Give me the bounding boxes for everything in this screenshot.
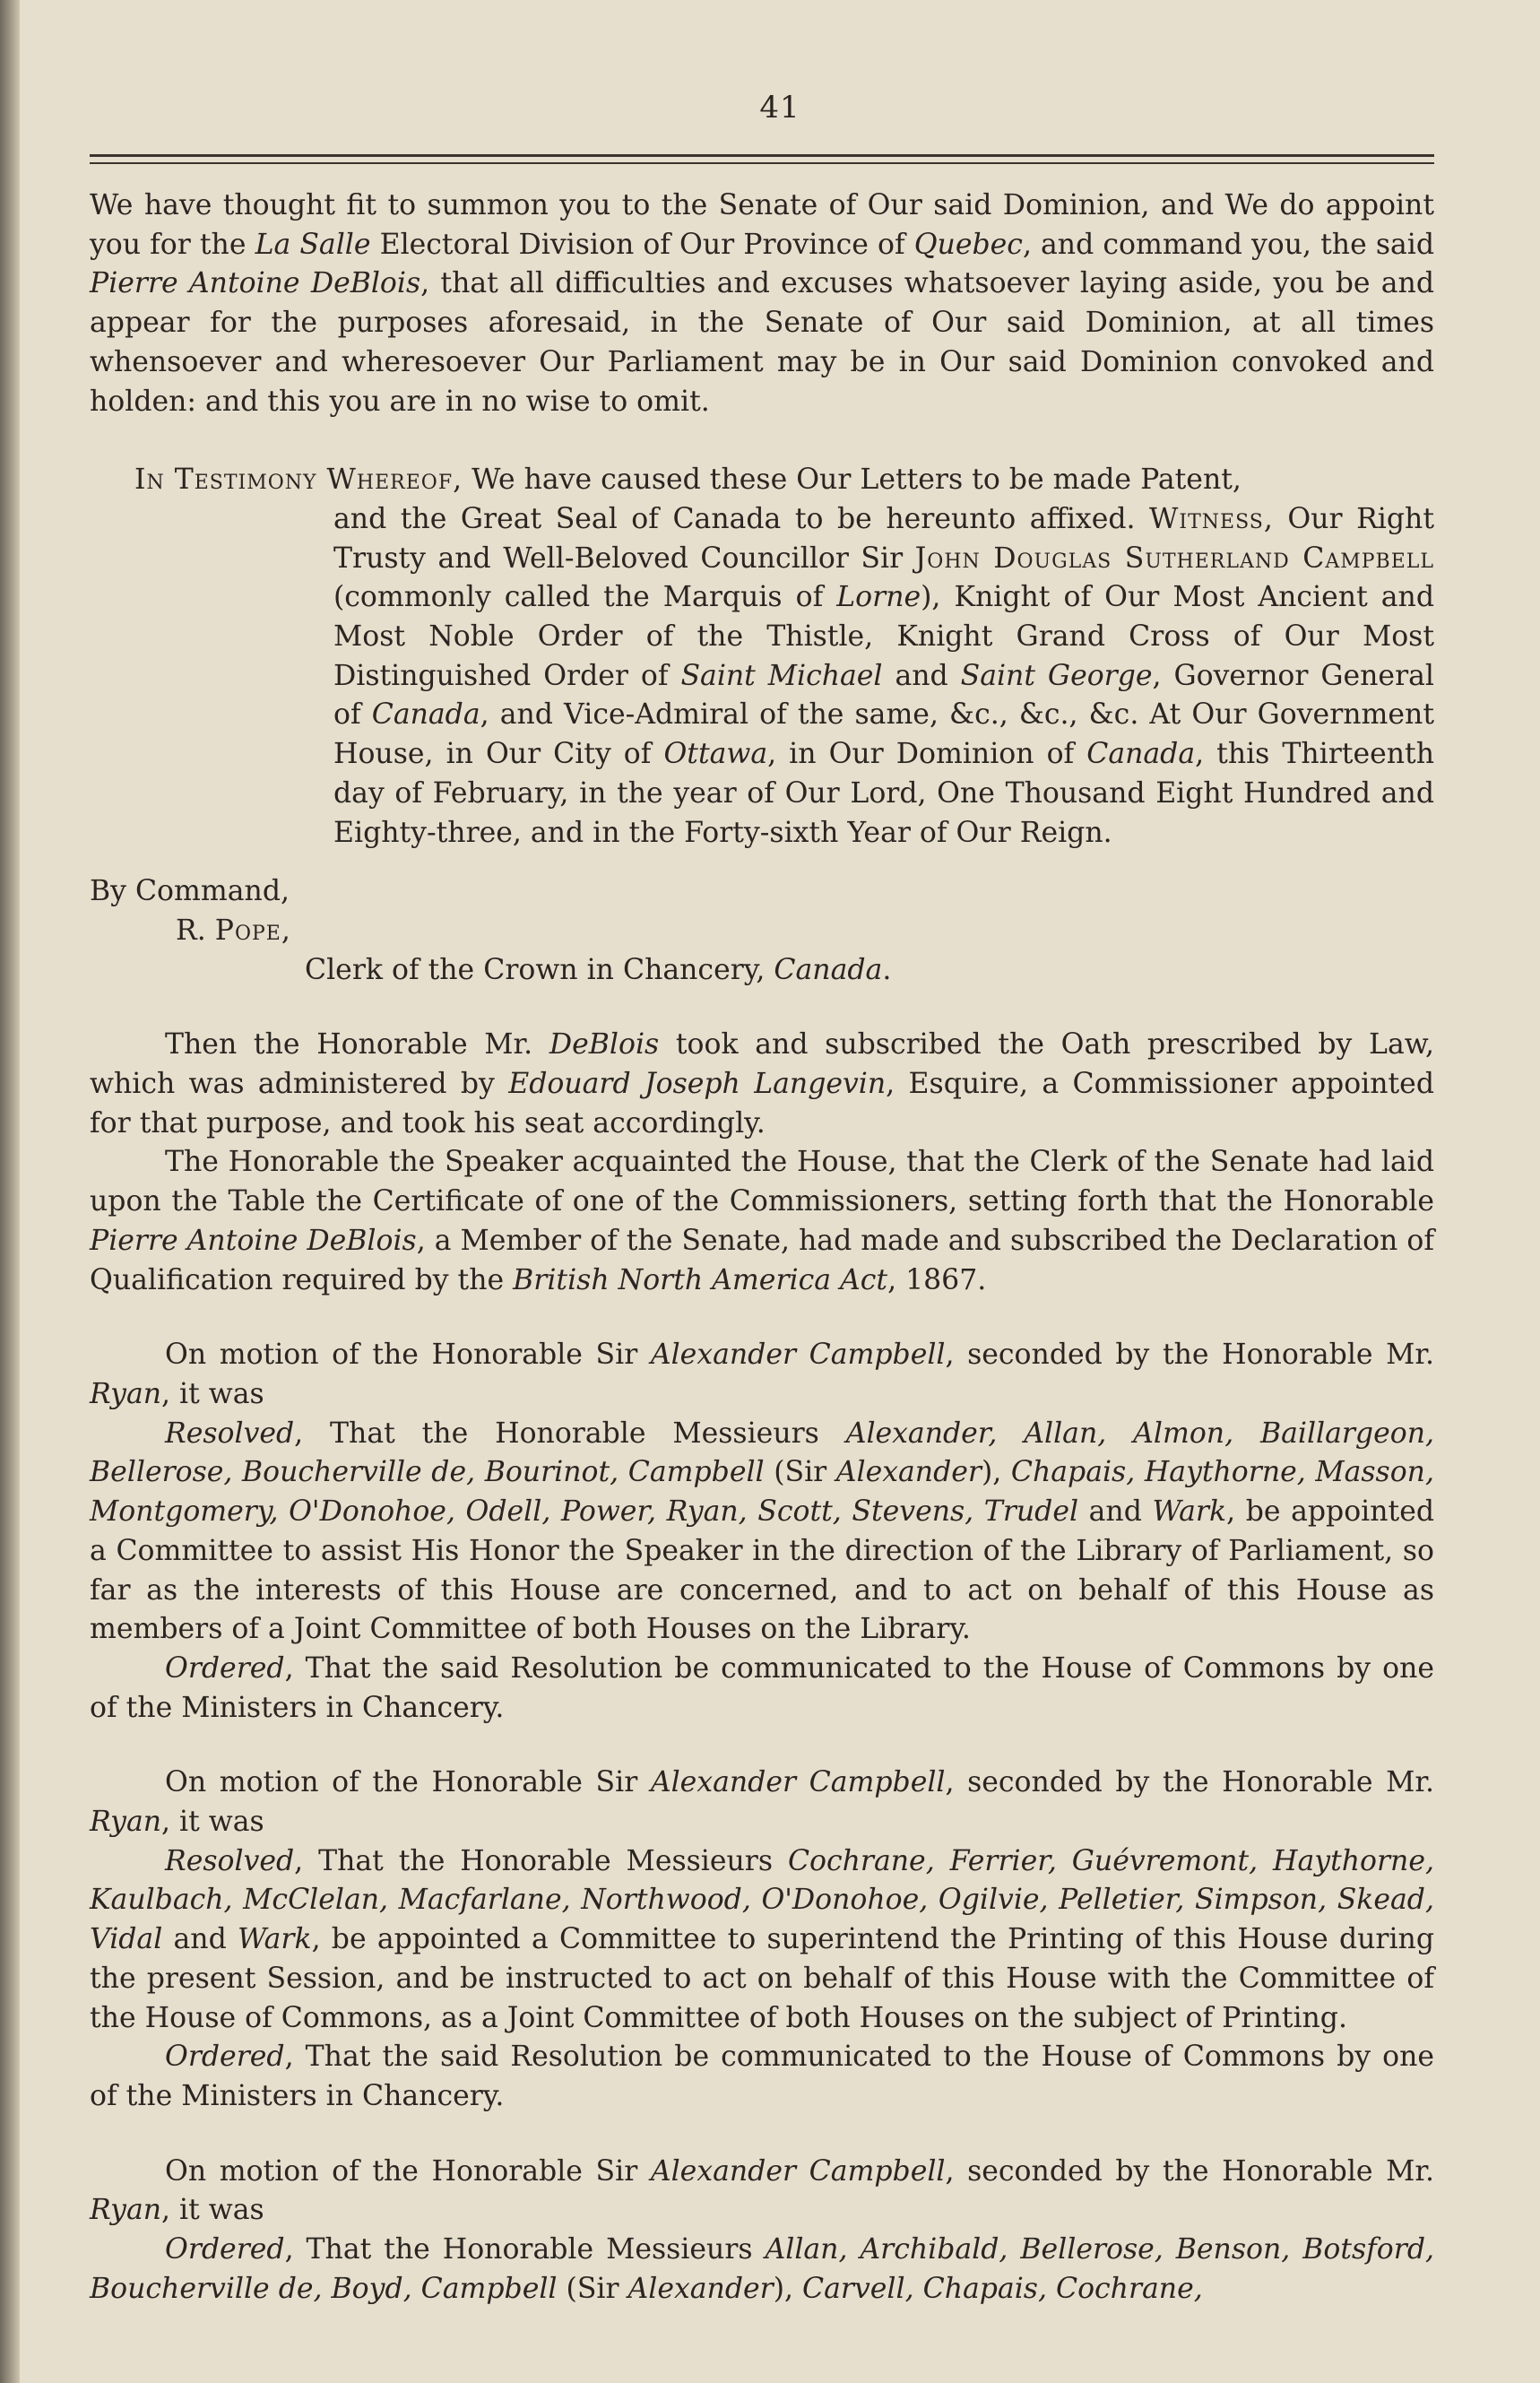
summons-paragraph: We have thought fit to summon you to the Senate of Our said Dominion, and We do appoint you for the La Salle Electoral Division of Our Province of Quebec, and command you, the said Pierre Antoine DeBlois, that all difficulties and excuses whatsoever laying aside, you be and appear for the purposes aforesaid, in the Senate of Our said Dominion, at all times whensoever and wheresoever Our Parliament may be in Our said Dominion convoked and holden: and this you are in no wise to omit. (90, 189, 1434, 418)
testimony-body: and the Great Seal of Canada to be hereunto affixed. Witness, Our Right Trusty and Well-Beloved Councillor Sir John Douglas Sutherland Campbell (commonly called the Marquis of Lorne), Knight of Our Most Ancient and Most Noble Order of the Thistle, Knight Grand Cross of Our Most Distinguished Order of Saint Michael and Saint George, Governor General of Canada, and Vice-Admiral of the same, &c., &c., &c. At Our Government House, in Our City of Ottawa, in Our Dominion of Canada, this Thirteenth day of February, in the year of Our Lord, One Thousand Eight Hundred and Eighty-three, and in the Forty-sixth Year of Our Reign. (333, 502, 1435, 849)
speaker-paragraph: The Honorable the Speaker acquainted the House, that the Clerk of the Senate had laid upon the Table the Certificate of one of the Commissioners, setting forth that the Honorable Pierre Antoine DeBlois, a Member of the Senate, had made and subscribed the Declaration of Qualification required by the British North America Act, 1867. (90, 1146, 1434, 1296)
resolved-printing-paragraph: Resolved, That the Honorable Messieurs Cochrane, Ferrier, Guévremont, Haythorne, Kaulbach, McClelan, Macfarlane, Northwood, O'Donohoe, Ogilvie, Pelletier, Simpson, Skead, Vidal and Wark, be appointed a Committee to superintend the Printing of this House during the present Session, and be instructed to act on behalf of this House with the Committee of the House of Commons, as a Joint Committee of both Houses on the subject of Printing. (90, 1844, 1435, 2034)
ordered-printing-paragraph: Ordered, That the said Resolution be communicated to the House of Commons by one of the Ministers in Chancery. (90, 2041, 1434, 2112)
by-command-signature (90, 872, 1434, 990)
book-page (20, 0, 1540, 2383)
testimony-lead-line: In Testimony Whereof, We have caused these Our Letters to be made Patent, (134, 464, 1242, 497)
motion-printing-paragraph: On motion of the Honorable Sir Alexander Campbell, seconded by the Honorable Mr. Ryan, it was (90, 1766, 1434, 1839)
motion-third-paragraph: On motion of the Honorable Sir Alexander Campbell, seconded by the Honorable Mr. Ryan, it was (90, 2154, 1434, 2227)
page-number: 41 (759, 90, 800, 126)
ordered-library-paragraph: Ordered, That the said Resolution be communicated to the House of Commons by one of the Ministers in Chancery. (90, 1651, 1434, 1724)
signatory-name: R. Pope, (176, 914, 290, 947)
oath-paragraph: Then the Honorable Mr. DeBlois took and subscribed the Oath prescribed by Law, which was administered by Edouard Joseph Langevin, Esquire, a Commissioner appointed for that purpose, and took his seat accordingly. (90, 1028, 1434, 1140)
header-rule-thin (90, 162, 1434, 164)
motion-library-paragraph: On motion of the Honorable Sir Alexander Campbell, seconded by the Honorable Mr. Ryan, it was (90, 1339, 1434, 1410)
resolved-library-paragraph: Resolved, That the Honorable Messieurs Alexander, Allan, Almon, Baillargeon, Bellerose, Boucherville de, Bourinot, Campbell (Sir Alexander), Chapais, Haythorne, Masson, Montgomery, O'Donohoe, Odell, Power, Ryan, Scott, Stevens, Trudel and Wark, be appointed a Committee to assist His Honor the Speaker in the direction of the Library of Parliament, so far as the interests of this House are concerned, and to act on behalf of this House as members of a Joint Committee of both Houses on the Library. (90, 1417, 1435, 1646)
page-body (90, 186, 1434, 2309)
header-rule (90, 154, 1434, 157)
ordered-third-paragraph: Ordered, That the Honorable Messieurs Allan, Archibald, Bellerose, Benson, Botsford, Boucherville de, Boyd, Campbell (Sir Alexander), Carvell, Chapais, Cochrane, (90, 2233, 1434, 2305)
by-command-line: By Command, (90, 875, 290, 908)
signatory-title: Clerk of the Crown in Chancery, Canada. (305, 953, 892, 986)
testimony-clause (90, 461, 1434, 853)
book-binding-edge (0, 0, 20, 2383)
